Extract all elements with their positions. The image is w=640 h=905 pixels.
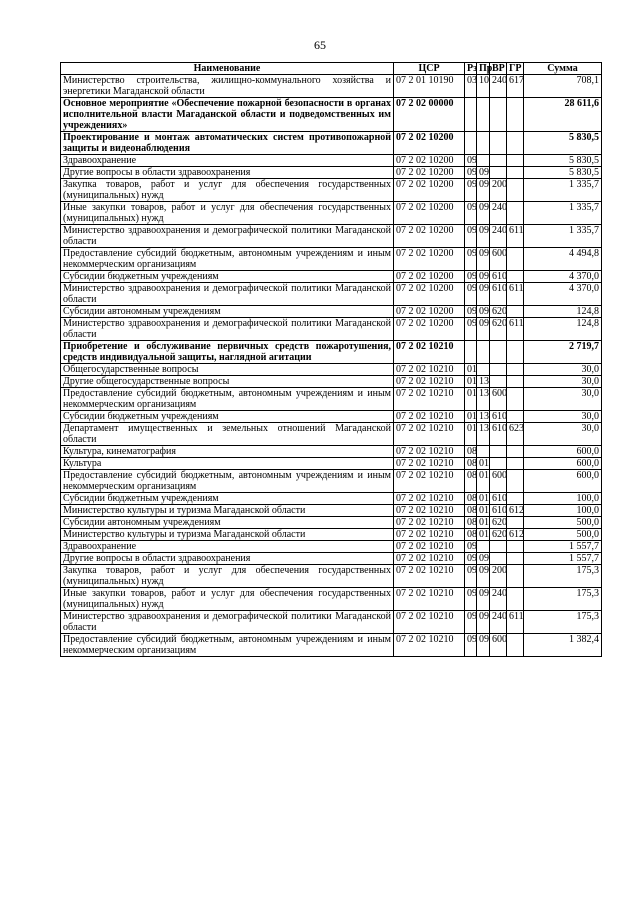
cell-sum: 1 335,7 [524,202,602,225]
table-row [61,318,602,341]
table-header-row [61,63,602,75]
cell-sum: 1 557,7 [524,541,602,553]
cell-pr: 09 [477,634,490,657]
cell-gr [507,202,524,225]
cell-csr: 07 2 02 10210 [394,505,465,517]
cell-gr [507,306,524,318]
cell-rz: 09 [465,155,477,167]
header-csr: ЦСР [394,63,465,75]
cell-sum: 1 335,7 [524,179,602,202]
table-row [61,202,602,225]
cell-csr: 07 2 02 10210 [394,611,465,634]
table-row [61,98,602,132]
cell-gr [507,167,524,179]
cell-rz: 09 [465,248,477,271]
cell-sum: 100,0 [524,505,602,517]
table-body [61,75,602,657]
cell-gr [507,248,524,271]
cell-pr: 13 [477,423,490,446]
cell-name: Департамент имущественных и земельных отношений Магаданской области [61,423,394,446]
cell-name: Основное мероприятие «Обеспечение пожарной безопасности в органах исполнительной власти Магаданской области и подведомственных им учреждениях» [61,98,394,132]
cell-sum: 124,8 [524,318,602,341]
cell-rz: 09 [465,565,477,588]
cell-csr: 07 2 02 10200 [394,202,465,225]
cell-gr [507,364,524,376]
cell-name: Субсидии бюджетным учреждениям [61,411,394,423]
cell-vr [490,155,507,167]
cell-pr: 13 [477,376,490,388]
cell-pr: 09 [477,179,490,202]
cell-vr [490,132,507,155]
cell-sum: 1 557,7 [524,553,602,565]
cell-vr: 620 [490,529,507,541]
cell-csr: 07 2 02 10210 [394,364,465,376]
cell-vr: 240 [490,225,507,248]
cell-rz: 09 [465,179,477,202]
cell-csr: 07 2 02 10210 [394,341,465,364]
cell-csr: 07 2 02 10210 [394,458,465,470]
cell-vr: 620 [490,517,507,529]
cell-rz: 09 [465,225,477,248]
header-pr: Пр [477,63,490,75]
cell-gr [507,541,524,553]
cell-pr: 01 [477,517,490,529]
cell-gr [507,446,524,458]
cell-gr: 612 [507,529,524,541]
table-row [61,306,602,318]
cell-name: Субсидии автономным учреждениям [61,306,394,318]
cell-vr [490,446,507,458]
table-row [61,283,602,306]
cell-rz: 09 [465,611,477,634]
cell-sum: 4 370,0 [524,271,602,283]
cell-csr: 07 2 02 10200 [394,248,465,271]
table-row [61,588,602,611]
cell-rz: 09 [465,588,477,611]
cell-csr: 07 2 02 10210 [394,493,465,505]
cell-pr: 09 [477,271,490,283]
header-vr: ВР [490,63,507,75]
table-row [61,179,602,202]
table-row [61,155,602,167]
cell-rz: 08 [465,505,477,517]
cell-csr: 07 2 01 10190 [394,75,465,98]
cell-pr: 09 [477,318,490,341]
cell-rz: 08 [465,470,477,493]
cell-pr [477,364,490,376]
cell-csr: 07 2 02 10200 [394,225,465,248]
cell-pr: 01 [477,470,490,493]
table-row [61,446,602,458]
cell-pr: 01 [477,505,490,517]
cell-csr: 07 2 02 10200 [394,271,465,283]
cell-csr: 07 2 02 10200 [394,318,465,341]
cell-vr: 240 [490,611,507,634]
cell-sum: 100,0 [524,493,602,505]
cell-csr: 07 2 02 10210 [394,423,465,446]
cell-vr: 600 [490,470,507,493]
cell-rz: 09 [465,634,477,657]
cell-gr: 611 [507,611,524,634]
cell-vr: 240 [490,202,507,225]
cell-gr [507,458,524,470]
cell-pr: 09 [477,167,490,179]
cell-pr [477,155,490,167]
cell-rz [465,98,477,132]
cell-pr [477,541,490,553]
cell-sum: 124,8 [524,306,602,318]
cell-name: Предоставление субсидий бюджетным, автономным учреждениям и иным некоммерческим организациям [61,634,394,657]
cell-vr [490,541,507,553]
cell-sum: 175,3 [524,588,602,611]
budget-table [60,62,602,657]
cell-gr [507,179,524,202]
cell-gr [507,388,524,411]
cell-vr: 610 [490,411,507,423]
cell-sum: 30,0 [524,376,602,388]
cell-vr: 610 [490,283,507,306]
table-row [61,376,602,388]
cell-sum: 30,0 [524,364,602,376]
cell-pr [477,98,490,132]
cell-name: Другие вопросы в области здравоохранения [61,553,394,565]
cell-sum: 175,3 [524,565,602,588]
cell-sum: 30,0 [524,423,602,446]
cell-sum: 500,0 [524,529,602,541]
table-row [61,541,602,553]
cell-gr [507,470,524,493]
cell-rz: 01 [465,364,477,376]
cell-vr [490,376,507,388]
cell-rz: 08 [465,517,477,529]
table-row [61,565,602,588]
cell-csr: 07 2 02 00000 [394,98,465,132]
table-row [61,470,602,493]
table-row [61,611,602,634]
cell-pr [477,341,490,364]
table-row [61,75,602,98]
table-row [61,341,602,364]
cell-rz [465,132,477,155]
table-row [61,248,602,271]
cell-pr: 09 [477,225,490,248]
cell-rz: 08 [465,529,477,541]
table-row [61,634,602,657]
cell-csr: 07 2 02 10210 [394,388,465,411]
cell-rz: 08 [465,458,477,470]
cell-csr: 07 2 02 10210 [394,411,465,423]
cell-sum: 4 370,0 [524,283,602,306]
cell-csr: 07 2 02 10210 [394,517,465,529]
table-row [61,517,602,529]
cell-gr [507,411,524,423]
cell-gr: 611 [507,318,524,341]
cell-pr: 10 [477,75,490,98]
cell-name: Министерство культуры и туризма Магаданской области [61,505,394,517]
table-row [61,505,602,517]
table-row [61,167,602,179]
cell-gr [507,634,524,657]
cell-gr [507,588,524,611]
cell-pr: 09 [477,565,490,588]
cell-pr: 01 [477,458,490,470]
table-row [61,271,602,283]
header-sum: Сумма [524,63,602,75]
cell-rz: 01 [465,376,477,388]
cell-rz: 09 [465,318,477,341]
cell-gr [507,341,524,364]
cell-name: Субсидии бюджетным учреждениям [61,493,394,505]
cell-pr: 13 [477,411,490,423]
cell-vr: 610 [490,271,507,283]
cell-name: Министерство здравоохранения и демографической политики Магаданской области [61,318,394,341]
cell-name: Субсидии автономным учреждениям [61,517,394,529]
cell-name: Закупка товаров, работ и услуг для обеспечения государственных (муниципальных) нужд [61,565,394,588]
cell-rz: 09 [465,167,477,179]
cell-pr: 09 [477,611,490,634]
cell-name: Иные закупки товаров, работ и услуг для обеспечения государственных (муниципальных) нужд [61,588,394,611]
cell-name: Предоставление субсидий бюджетным, автономным учреждениям и иным некоммерческим организациям [61,248,394,271]
cell-pr: 01 [477,529,490,541]
cell-pr: 09 [477,588,490,611]
cell-gr [507,553,524,565]
cell-vr [490,458,507,470]
table-row [61,529,602,541]
cell-csr: 07 2 02 10200 [394,132,465,155]
cell-pr: 13 [477,388,490,411]
cell-name: Субсидии бюджетным учреждениям [61,271,394,283]
cell-rz: 01 [465,388,477,411]
cell-csr: 07 2 02 10200 [394,167,465,179]
cell-rz: 09 [465,202,477,225]
cell-csr: 07 2 02 10200 [394,283,465,306]
cell-rz: 09 [465,541,477,553]
cell-name: Здравоохранение [61,155,394,167]
cell-name: Другие общегосударственные вопросы [61,376,394,388]
cell-csr: 07 2 02 10210 [394,470,465,493]
cell-name: Приобретение и обслуживание первичных средств пожаротушения, средств индивидуальной защиты, наглядной агитации [61,341,394,364]
table-row [61,132,602,155]
cell-vr: 200 [490,565,507,588]
cell-sum: 175,3 [524,611,602,634]
header-name: Наименование [61,63,394,75]
cell-sum: 30,0 [524,411,602,423]
header-rz: Рз [465,63,477,75]
table-row [61,364,602,376]
cell-vr [490,341,507,364]
cell-gr [507,565,524,588]
cell-pr [477,446,490,458]
cell-vr: 620 [490,318,507,341]
cell-vr: 240 [490,588,507,611]
cell-sum: 5 830,5 [524,155,602,167]
cell-pr: 09 [477,202,490,225]
cell-sum: 600,0 [524,446,602,458]
cell-csr: 07 2 02 10210 [394,565,465,588]
cell-pr: 01 [477,493,490,505]
cell-csr: 07 2 02 10200 [394,179,465,202]
cell-vr: 610 [490,423,507,446]
page-number: 65 [314,38,326,52]
cell-gr [507,98,524,132]
cell-gr: 612 [507,505,524,517]
cell-name: Проектирование и монтаж автоматических систем противопожарной защиты и видеонаблюдения [61,132,394,155]
cell-sum: 30,0 [524,388,602,411]
cell-gr [507,493,524,505]
cell-vr: 610 [490,493,507,505]
cell-rz [465,341,477,364]
cell-csr: 07 2 02 10210 [394,446,465,458]
cell-vr [490,364,507,376]
cell-gr [507,517,524,529]
table-row [61,458,602,470]
cell-rz: 01 [465,411,477,423]
cell-csr: 07 2 02 10210 [394,553,465,565]
cell-csr: 07 2 02 10210 [394,376,465,388]
cell-rz: 08 [465,446,477,458]
cell-csr: 07 2 02 10210 [394,634,465,657]
cell-name: Предоставление субсидий бюджетным, автономным учреждениям и иным некоммерческим организациям [61,470,394,493]
cell-rz: 09 [465,553,477,565]
cell-vr: 600 [490,248,507,271]
cell-pr: 09 [477,283,490,306]
cell-rz: 03 [465,75,477,98]
header-gr: ГР [507,63,524,75]
cell-gr: 611 [507,225,524,248]
cell-csr: 07 2 02 10210 [394,588,465,611]
cell-gr [507,271,524,283]
cell-gr [507,132,524,155]
cell-rz: 09 [465,283,477,306]
cell-sum: 1 382,4 [524,634,602,657]
cell-vr: 610 [490,505,507,517]
cell-gr: 611 [507,283,524,306]
cell-name: Министерство строительства, жилищно-коммунального хозяйства и энергетики Магаданской области [61,75,394,98]
cell-vr [490,553,507,565]
cell-vr: 200 [490,179,507,202]
table-row [61,423,602,446]
cell-gr: 617 [507,75,524,98]
cell-name: Министерство здравоохранения и демографической политики Магаданской области [61,225,394,248]
table-row [61,225,602,248]
cell-name: Закупка товаров, работ и услуг для обеспечения государственных (муниципальных) нужд [61,179,394,202]
cell-gr [507,155,524,167]
cell-name: Министерство культуры и туризма Магаданской области [61,529,394,541]
cell-vr [490,98,507,132]
cell-vr: 600 [490,634,507,657]
cell-sum: 708,1 [524,75,602,98]
cell-rz: 01 [465,423,477,446]
cell-sum: 500,0 [524,517,602,529]
cell-name: Иные закупки товаров, работ и услуг для обеспечения государственных (муниципальных) нужд [61,202,394,225]
cell-sum: 5 830,5 [524,132,602,155]
cell-sum: 600,0 [524,458,602,470]
cell-name: Общегосударственные вопросы [61,364,394,376]
cell-csr: 07 2 02 10200 [394,306,465,318]
cell-name: Культура [61,458,394,470]
cell-pr: 09 [477,306,490,318]
table-row [61,388,602,411]
cell-pr: 09 [477,248,490,271]
cell-name: Другие вопросы в области здравоохранения [61,167,394,179]
cell-name: Культура, кинематография [61,446,394,458]
cell-sum: 2 719,7 [524,341,602,364]
cell-rz: 09 [465,306,477,318]
cell-csr: 07 2 02 10210 [394,541,465,553]
cell-csr: 07 2 02 10200 [394,155,465,167]
cell-name: Министерство здравоохранения и демографической политики Магаданской области [61,611,394,634]
cell-csr: 07 2 02 10210 [394,529,465,541]
cell-vr [490,167,507,179]
cell-gr [507,376,524,388]
cell-sum: 28 611,6 [524,98,602,132]
cell-name: Предоставление субсидий бюджетным, автономным учреждениям и иным некоммерческим организациям [61,388,394,411]
cell-vr: 240 [490,75,507,98]
cell-pr [477,132,490,155]
table-row [61,553,602,565]
cell-sum: 600,0 [524,470,602,493]
cell-vr: 600 [490,388,507,411]
cell-name: Министерство здравоохранения и демографической политики Магаданской области [61,283,394,306]
cell-pr: 09 [477,553,490,565]
cell-sum: 4 494,8 [524,248,602,271]
cell-rz: 08 [465,493,477,505]
table-row [61,411,602,423]
cell-sum: 5 830,5 [524,167,602,179]
cell-gr: 623 [507,423,524,446]
cell-name: Здравоохранение [61,541,394,553]
cell-vr: 620 [490,306,507,318]
cell-sum: 1 335,7 [524,225,602,248]
cell-rz: 09 [465,271,477,283]
table-row [61,493,602,505]
